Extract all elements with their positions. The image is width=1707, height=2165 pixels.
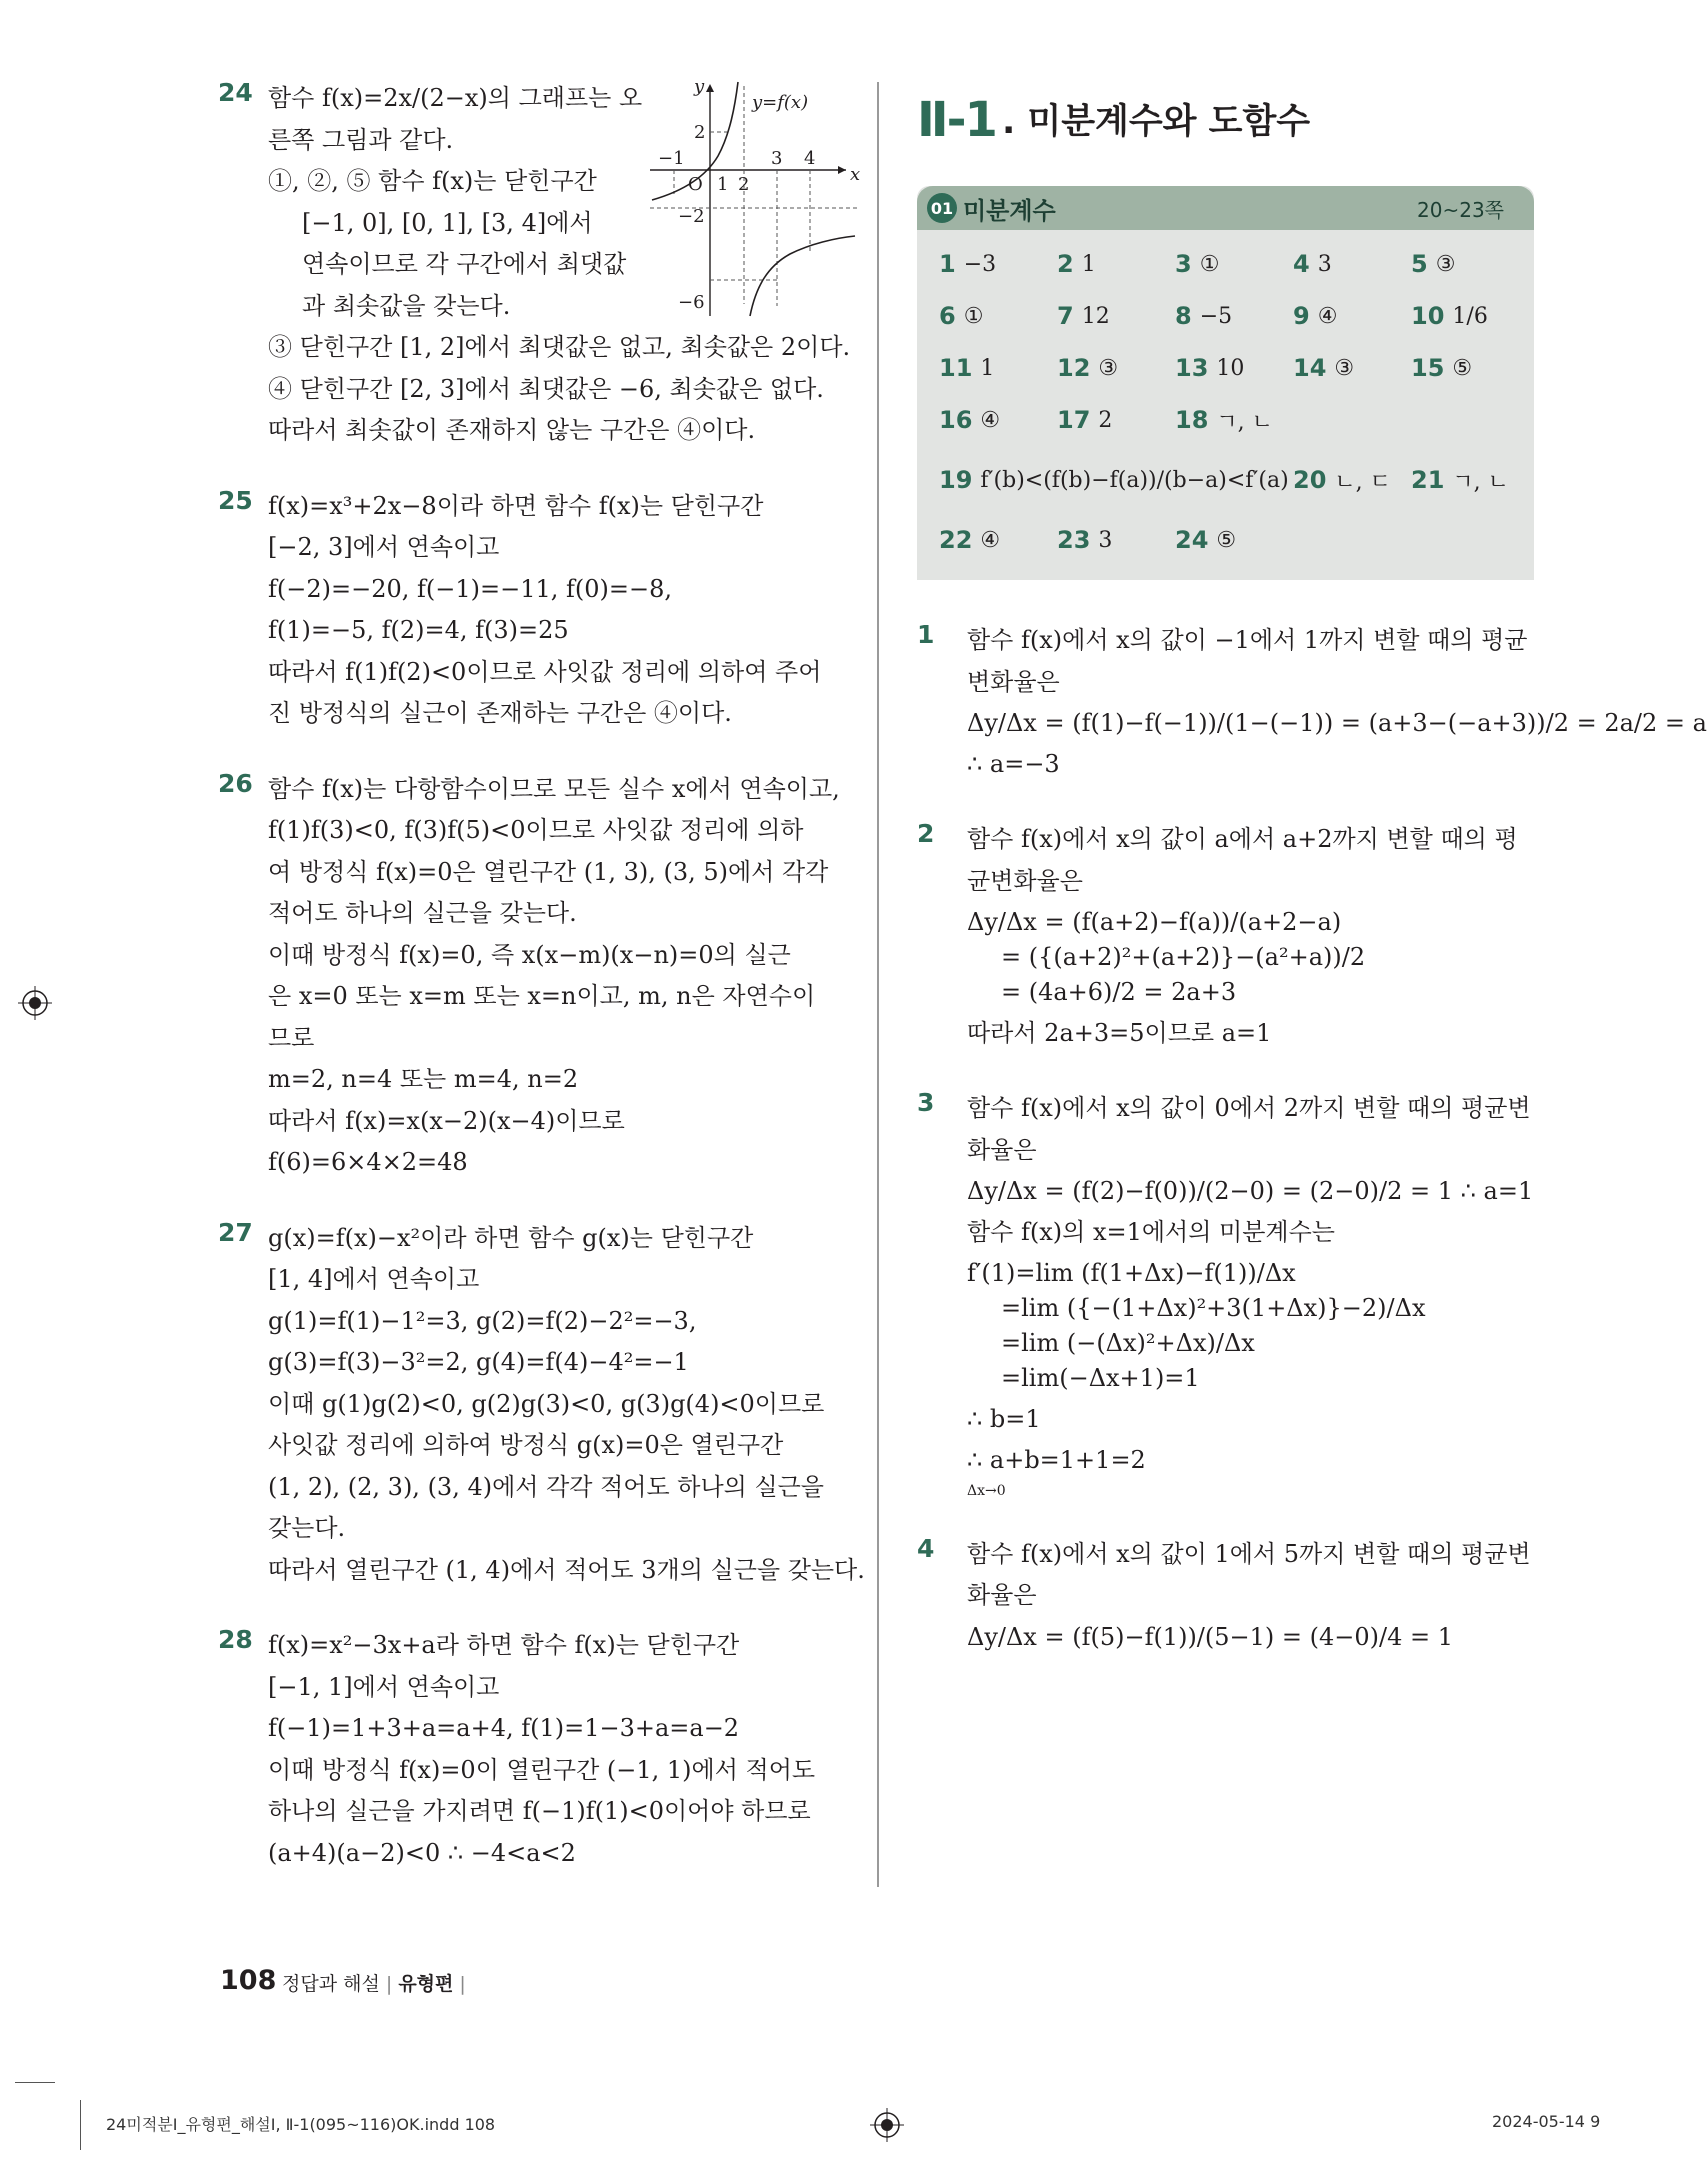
answer-cell <box>1411 465 1529 496</box>
book-label: 정답과 해설 <box>282 1973 380 1995</box>
answer-cell <box>1293 465 1411 496</box>
problem-number: 26 <box>218 768 253 798</box>
footer-label <box>282 1969 466 1996</box>
line: 갖는다. <box>268 1514 346 1542</box>
solution-2 <box>917 819 1537 1054</box>
solution-4 <box>917 1534 1537 1652</box>
line: f(1)=−5, f(2)=4, f(3)=25 <box>268 616 569 644</box>
answer-number: 20 <box>1293 466 1327 494</box>
answer-value: 12 <box>1081 303 1110 329</box>
answer-number: 21 <box>1411 466 1445 494</box>
answer-cell <box>939 466 1293 494</box>
tick-label: 4 <box>804 148 816 169</box>
answer-row <box>939 238 1534 290</box>
line: 이때 방정식 f(x)=0, 즉 x(x−m)(x−n)=0의 실근 <box>268 940 791 969</box>
answer-value: ㄴ, ㄷ <box>1334 469 1391 495</box>
function-graph <box>650 76 860 326</box>
answer-cell <box>1293 250 1411 278</box>
answer-value: ① <box>1199 251 1220 277</box>
line: 따라서 2a+3=5이므로 a=1 <box>967 1018 1272 1047</box>
answer-cell <box>1411 354 1529 382</box>
answer-number: 9 <box>1293 302 1310 330</box>
tick-label: 2 <box>694 122 706 143</box>
line: 하나의 실근을 가지려면 f(−1)f(1)<0이어야 하므로 <box>268 1797 811 1825</box>
x-axis-label: x <box>850 164 861 185</box>
line: ③ 닫힌구간 [1, 2]에서 최댓값은 없고, 최솟값은 2이다. <box>268 333 851 361</box>
answer-value: ⑤ <box>1452 355 1473 381</box>
equation: Δy/Δx = (f(1)−f(−1))/(1−(−1)) = (a+3−(−a+3))/2 = 2a/2 = a <box>967 709 1707 737</box>
tick-label: −1 <box>658 148 685 169</box>
solution-1 <box>917 620 1707 785</box>
equation: f′(1)=lim (f(1+Δx)−f(1))/Δx <box>967 1259 1296 1288</box>
line: g(x)=f(x)−x²이라 하면 함수 g(x)는 닫힌구간 <box>268 1223 754 1252</box>
equation: =lim ({−(1+Δx)²+3(1+Δx)}−2)/Δx <box>1001 1294 1426 1323</box>
limit-subscript: Δx→0 <box>967 1482 1006 1499</box>
answer-number: 15 <box>1411 354 1445 382</box>
answer-cell <box>1175 354 1293 382</box>
answer-box-title: 미분계수 <box>963 196 1056 225</box>
line: ∴ a+b=1+1=2 <box>967 1446 1146 1475</box>
answer-value: −5 <box>1199 303 1233 329</box>
answer-value: ③ <box>1435 251 1456 277</box>
answer-cell <box>939 526 1057 554</box>
answer-number: 19 <box>939 466 973 494</box>
answer-value: 10 <box>1216 355 1245 381</box>
line: 이때 g(1)g(2)<0, g(2)g(3)<0, g(3)g(4)<0이므로 <box>268 1389 825 1418</box>
answer-number: 12 <box>1057 354 1091 382</box>
right-column <box>917 78 1707 1685</box>
line: ①, ②, ⑤ 함수 f(x)는 닫힌구간 <box>268 167 597 195</box>
section-number: Ⅱ-1 <box>917 92 996 148</box>
footer-separator: | <box>385 1973 393 1995</box>
answer-cell <box>1057 250 1175 278</box>
line: 사잇값 정리에 의하여 방정식 g(x)=0은 열린구간 <box>268 1431 784 1459</box>
answer-cell <box>1293 354 1411 382</box>
equation: = (4a+6)/2 = 2a+3 <box>1001 977 1237 1006</box>
problem-number: 4 <box>917 1533 935 1563</box>
y-axis-arrow <box>706 84 714 92</box>
curve-right-branch <box>750 236 855 316</box>
problem-number: 2 <box>917 819 935 849</box>
line: 함수 f(x)는 다항함수이므로 모든 실수 x에서 연속이고, <box>268 774 840 803</box>
answer-value: ④ <box>1317 303 1338 329</box>
line: 른쪽 그림과 같다. <box>268 125 454 154</box>
answer-number: 18 <box>1175 406 1209 434</box>
problem-number: 28 <box>218 1625 253 1654</box>
tick-label: 1 <box>717 174 729 195</box>
problem-27 <box>218 1217 865 1592</box>
answer-row <box>939 290 1534 342</box>
equation: =lim(−Δx+1)=1 <box>1001 1363 1200 1392</box>
answer-cell <box>1057 526 1175 554</box>
line: 적어도 하나의 실근을 갖는다. <box>268 899 577 927</box>
left-column <box>218 76 865 1908</box>
answer-cell <box>1175 302 1293 330</box>
answer-cell <box>1057 302 1175 330</box>
crop-mark <box>15 2082 55 2083</box>
line: 함수 f(x)에서 x의 값이 0에서 2까지 변할 때의 평균변 <box>967 1094 1531 1123</box>
answer-value: ④ <box>980 407 1001 433</box>
problem-28 <box>218 1625 848 1874</box>
solution-3 <box>917 1088 1537 1499</box>
equation: Δy/Δx = (f(5)−f(1))/(5−1) = (4−0)/4 = 1 <box>967 1622 1453 1651</box>
answer-number: 7 <box>1057 302 1074 330</box>
problem-number: 27 <box>218 1217 253 1247</box>
line: 연속이므로 각 구간에서 최댓값 <box>302 250 627 278</box>
line: (a+4)(a−2)<0 ∴ −4<a<2 <box>268 1838 576 1867</box>
answer-cell <box>1411 250 1529 278</box>
answer-value: 3 <box>1098 527 1113 553</box>
line: f(6)=6×4×2=48 <box>268 1148 468 1176</box>
line: 은 x=0 또는 x=m 또는 x=n이고, m, n은 자연수이 <box>268 982 816 1010</box>
curve-label: y=f(x) <box>752 92 809 113</box>
line: [−2, 3]에서 연속이고 <box>268 533 500 561</box>
line: g(1)=f(1)−1²=3, g(2)=f(2)−2²=−3, <box>268 1306 697 1335</box>
answer-value: 1/6 <box>1452 303 1488 329</box>
page-range: 20~23쪽 <box>1417 197 1504 222</box>
answer-cell <box>939 354 1057 382</box>
y-axis-label: y <box>694 76 705 97</box>
origin-label: O <box>688 174 703 195</box>
answer-value: ④ <box>980 527 1001 553</box>
footer-separator: | <box>459 1973 466 1995</box>
answer-number: 22 <box>939 526 973 554</box>
answer-number: 8 <box>1175 302 1192 330</box>
answer-box-header <box>917 186 1534 230</box>
line: 화율은 <box>967 1135 1037 1164</box>
line: [−1, 1]에서 연속이고 <box>268 1672 500 1701</box>
part-label: 유형편 <box>398 1973 454 1995</box>
answer-cell <box>939 250 1057 278</box>
answer-value: 2 <box>1098 407 1113 433</box>
column-divider <box>877 82 879 1887</box>
answer-value: 1 <box>1081 251 1096 277</box>
answer-number: 10 <box>1411 302 1445 330</box>
section-badge: 01 <box>927 193 957 223</box>
answer-cell <box>1175 250 1293 278</box>
answer-number: 2 <box>1057 250 1074 278</box>
equation: =lim (−(Δx)²+Δx)/Δx <box>1001 1329 1255 1358</box>
answer-cell <box>1057 406 1175 434</box>
section-title <box>917 78 1537 148</box>
line: ④ 닫힌구간 [2, 3]에서 최댓값은 −6, 최솟값은 없다. <box>268 374 824 403</box>
answer-value: ③ <box>1334 355 1355 381</box>
answer-number: 6 <box>939 302 956 330</box>
line: 균변화율은 <box>967 866 1083 895</box>
problem-number: 1 <box>917 620 935 649</box>
line: f(1)f(3)<0, f(3)f(5)<0이므로 사잇값 정리에 의하 <box>268 816 804 844</box>
problem-number: 24 <box>218 78 253 107</box>
line: 므로 <box>268 1023 315 1052</box>
answer-number: 1 <box>939 250 956 278</box>
answer-number: 3 <box>1175 250 1192 278</box>
tick-label: 2 <box>738 174 750 195</box>
answer-grid <box>917 230 1534 580</box>
tick-label: 3 <box>771 148 783 169</box>
line: 함수 f(x)=2x/(2−x)의 그래프는 오 <box>268 84 643 112</box>
answer-number: 11 <box>939 354 973 382</box>
crop-mark <box>80 2100 81 2150</box>
answer-value: ⑤ <box>1216 527 1237 553</box>
line: 따라서 열린구간 (1, 4)에서 적어도 3개의 실근을 갖는다. <box>268 1555 865 1584</box>
answer-cell <box>939 406 1057 434</box>
registration-mark-icon <box>870 2108 904 2142</box>
line: ∴ b=1 <box>967 1404 1041 1433</box>
line: 진 방정식의 실근이 존재하는 구간은 ④이다. <box>268 699 732 727</box>
problem-number: 25 <box>218 485 253 515</box>
answer-row <box>939 342 1534 394</box>
line: m=2, n=4 또는 m=4, n=2 <box>268 1065 579 1093</box>
registration-mark-icon <box>18 986 52 1020</box>
answer-number: 17 <box>1057 406 1091 434</box>
line: f(x)=x²−3x+a라 하면 함수 f(x)는 닫힌구간 <box>268 1631 740 1659</box>
line: 함수 f(x)에서 x의 값이 a에서 a+2까지 변할 때의 평 <box>967 825 1518 854</box>
answer-number: 23 <box>1057 526 1091 554</box>
tick-label: −2 <box>678 206 705 227</box>
answer-value: f′(b)<(f(b)−f(a))/(b−a)<f′(a) <box>980 467 1289 493</box>
problem-25 <box>218 486 848 735</box>
line: 과 최솟값을 갖는다. <box>302 291 511 320</box>
line: 함수 f(x)에서 x의 값이 1에서 5까지 변할 때의 평균변 <box>967 1539 1531 1568</box>
answer-number: 5 <box>1411 250 1428 278</box>
section-name: . 미분계수와 도함수 <box>1001 102 1311 142</box>
print-file-info: 24미적분Ⅰ_유형편_해설Ⅰ, Ⅱ-1(095~116)OK.indd 108 <box>106 2115 496 2134</box>
answer-value: 1 <box>980 355 995 381</box>
answer-cell <box>1057 354 1175 382</box>
line: 따라서 최솟값이 존재하지 않는 구간은 ④이다. <box>268 416 756 444</box>
answer-value: ③ <box>1098 355 1119 381</box>
line: 함수 f(x)의 x=1에서의 미분계수는 <box>967 1217 1335 1246</box>
answer-number: 14 <box>1293 354 1327 382</box>
answer-value: ㄱ, ㄴ <box>1452 469 1509 495</box>
line: 이때 방정식 f(x)=0이 열린구간 (−1, 1)에서 적어도 <box>268 1755 816 1784</box>
answer-cell <box>1175 526 1293 554</box>
equation: = ({(a+2)²+(a+2)}−(a²+a))/2 <box>1001 943 1366 972</box>
answer-number: 13 <box>1175 354 1209 382</box>
equation: Δy/Δx = (f(a+2)−f(a))/(a+2−a) <box>967 908 1342 937</box>
answer-row <box>939 514 1534 566</box>
line: (1, 2), (2, 3), (3, 4)에서 각각 적어도 하나의 실근을 <box>268 1472 824 1501</box>
answer-cell <box>1175 405 1293 436</box>
line: [−1, 0], [0, 1], [3, 4]에서 <box>302 208 593 237</box>
line: 따라서 f(x)=x(x−2)(x−4)이므로 <box>268 1106 625 1135</box>
answer-box <box>917 186 1534 580</box>
answer-value: ㄱ, ㄴ <box>1216 409 1273 435</box>
line: 여 방정식 f(x)=0은 열린구간 (1, 3), (3, 5)에서 각각 <box>268 857 829 886</box>
answer-cell <box>1411 302 1529 330</box>
answer-number: 24 <box>1175 526 1209 554</box>
answer-number: 4 <box>1293 250 1310 278</box>
line: 화율은 <box>967 1581 1037 1610</box>
page-number: 108 <box>220 1965 277 1996</box>
problem-24 <box>218 76 861 452</box>
problem-number: 3 <box>917 1088 935 1118</box>
answer-value: 3 <box>1317 251 1332 277</box>
answer-row <box>939 394 1534 446</box>
line: 변화율은 <box>967 667 1060 696</box>
line: f(−2)=−20, f(−1)=−11, f(0)=−8, <box>268 574 673 603</box>
line: g(3)=f(3)−3²=2, g(4)=f(4)−4²=−1 <box>268 1348 689 1376</box>
print-date-info: 2024-05-14 9 <box>1492 2112 1601 2131</box>
line: 따라서 f(1)f(2)<0이므로 사잇값 정리에 의하여 주어 <box>268 657 822 686</box>
answer-number: 16 <box>939 406 973 434</box>
line: 함수 f(x)에서 x의 값이 −1에서 1까지 변할 때의 평균 <box>967 626 1528 654</box>
line: [1, 4]에서 연속이고 <box>268 1265 480 1293</box>
line: ∴ a=−3 <box>967 749 1060 778</box>
line: f(−1)=1+3+a=a+4, f(1)=1−3+a=a−2 <box>268 1714 740 1742</box>
line: f(x)=x³+2x−8이라 하면 함수 f(x)는 닫힌구간 <box>268 491 764 520</box>
x-axis-arrow <box>838 166 846 174</box>
answer-row <box>939 446 1534 514</box>
tick-label: −6 <box>678 292 705 313</box>
answer-value: ① <box>963 303 984 329</box>
equation: Δy/Δx = (f(2)−f(0))/(2−0) = (2−0)/2 = 1 ∴ a=1 <box>967 1177 1534 1206</box>
answer-cell <box>939 302 1057 330</box>
answer-value: −3 <box>963 251 997 277</box>
answer-cell <box>1293 302 1411 330</box>
problem-26 <box>218 769 848 1184</box>
